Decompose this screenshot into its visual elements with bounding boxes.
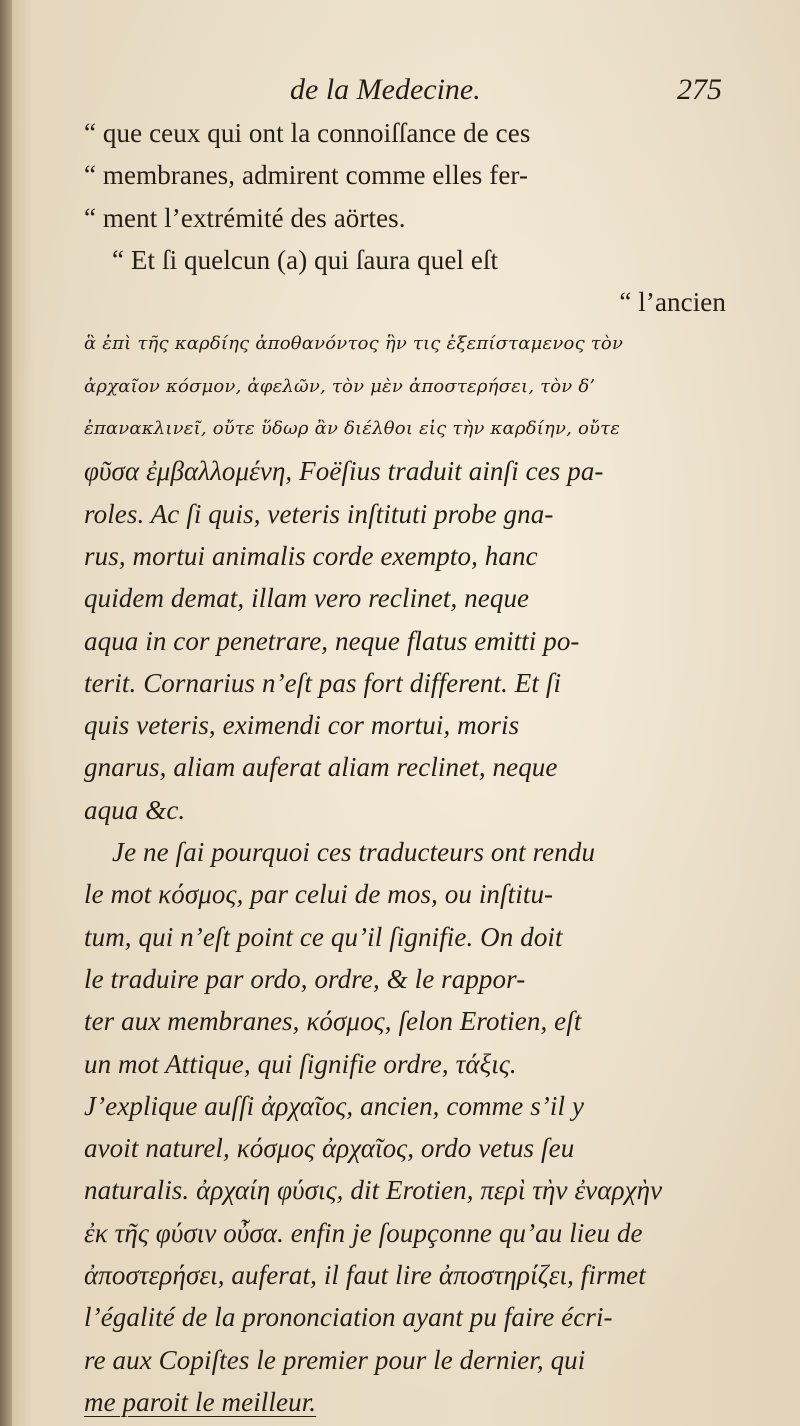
text-body xyxy=(84,112,736,1423)
text-line: “ ment l’extrémité des aörtes. xyxy=(84,202,406,233)
running-title: de la Medecine. xyxy=(290,73,481,106)
text-line: terit. Cornarius n’eſt pas fort different. Et ſi xyxy=(84,667,562,698)
text-line: re aux Copiſtes le premier pour le dernier, qui xyxy=(84,1344,586,1375)
page-number: 275 xyxy=(677,73,722,106)
text-line: rus, mortui animalis corde exempto, hanc xyxy=(84,540,538,571)
text-line: le mot κόσμος, par celui de mos, ou inſtitu- xyxy=(84,879,554,910)
text-line: me paroit le meilleur. xyxy=(84,1386,317,1417)
greek-line: ἐπανακλινεῖ, οὔτε ὕδωρ ἂν διέλθοι εἰς τὴν καρδίην, οὔτε xyxy=(84,418,621,440)
text-line: “ membranes, admirent comme elles fer- xyxy=(84,160,529,191)
text-line: “ que ceux qui ont la connoiſſance de ces xyxy=(84,118,531,148)
book-gutter xyxy=(0,0,12,1426)
text-line: “ Et ſi quelcun (a) qui ſaura quel eſt xyxy=(112,244,499,275)
text-line: aqua &c. xyxy=(84,794,186,825)
text-line: quidem demat, illam vero reclinet, neque xyxy=(84,583,530,614)
text-line: un mot Attique, qui ſignifie ordre, τάξις. xyxy=(84,1048,517,1079)
page-header xyxy=(0,70,800,110)
text-line: aqua in cor penetrare, neque flatus emitti po- xyxy=(84,625,580,656)
text-line: ἐκ τῆς φύσιν οὖσα. enfin je ſoupçonne qu’au lieu de xyxy=(84,1217,643,1248)
text-line: naturalis. ἀρχαίη φύσις, dit Erotien, περὶ τὴν ἐναρχὴν xyxy=(84,1175,663,1206)
text-line: tum, qui n’eſt point ce qu’il ſignifie. On doit xyxy=(84,921,563,952)
text-line: J’explique auſſi ἀρχαῖος, ancien, comme s’il y xyxy=(84,1090,585,1121)
text-line: le traduire par ordo, ordre, & le rappor- xyxy=(84,963,526,994)
text-line: roles. Ac ſi quis, veteris inſtituti probe gna- xyxy=(84,498,554,529)
text-line: avoit naturel, κόσμος ἀρχαῖος, ordo vetus ſeu xyxy=(84,1133,575,1164)
text-line: Je ne ſai pourquoi ces traducteurs ont rendu xyxy=(112,837,596,868)
greek-line: ἀρχαῖον κόσμον, ἀφελῶν, τὸν μὲν ἀποστερήσει, τὸν δ’ xyxy=(84,375,596,397)
text-line: quis veteris, eximendi cor mortui, moris xyxy=(84,710,520,741)
text-line: l’égalité de la prononciation ayant pu faire écri- xyxy=(84,1302,613,1333)
text-line: ter aux membranes, κόσμος, ſelon Erotien, eſt xyxy=(84,1006,582,1037)
text-line: “ l’ancien xyxy=(619,287,726,318)
text-line: gnarus, aliam auferat aliam reclinet, neque xyxy=(84,752,558,783)
text-line: φῦσα ἐμβαλλομένη, Foëſius traduit ainſi ces pa- xyxy=(84,456,604,487)
text-line: ἀποστερήσει, auferat, il faut lire ἀποστηρίζει, firmet xyxy=(84,1260,646,1291)
greek-line: ἃ ἐπὶ τῆς καρδίης ἀποθανόντος ἣν τις ἐξεπίσταμενος τὸν xyxy=(84,333,624,355)
